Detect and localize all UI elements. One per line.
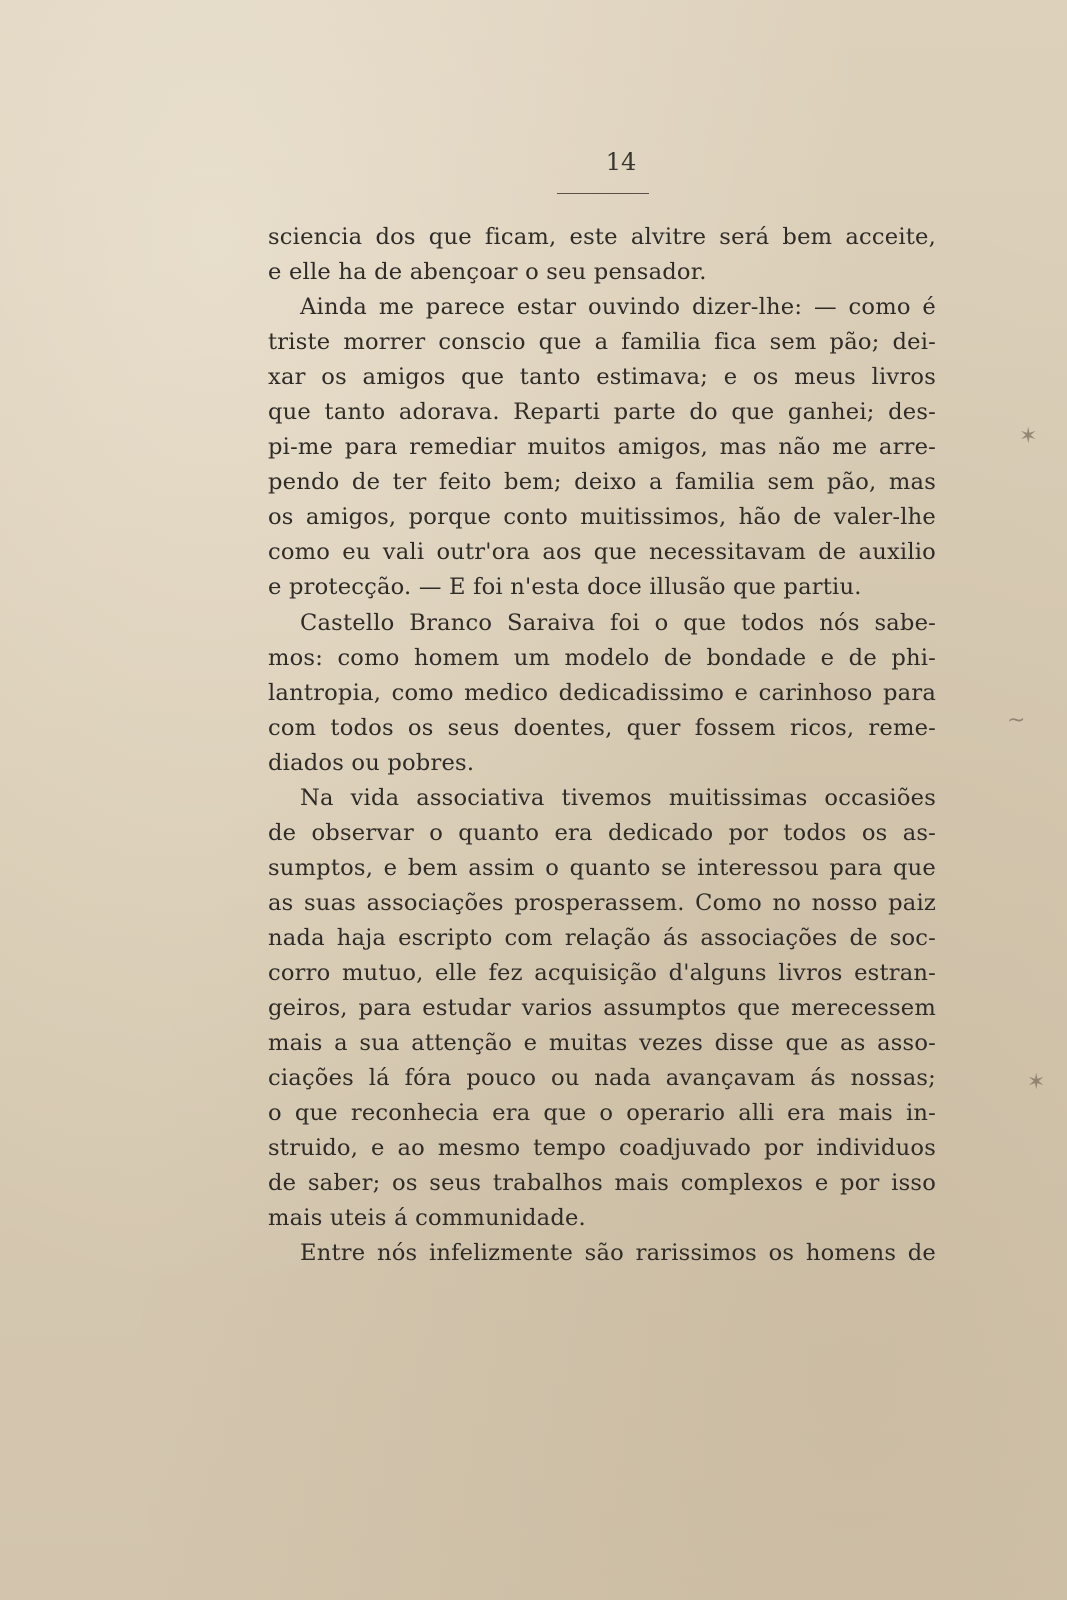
text-line: e elle ha de abençoar o seu pensador. — [268, 259, 707, 286]
text-line: corro mutuo, elle fez acquisição d'alguns livros estran- — [268, 959, 936, 986]
margin-mark-icon: ✶ — [1027, 1070, 1046, 1095]
text-line: o que reconhecia era que o operario alli era mais in- — [268, 1100, 936, 1127]
text-line: de observar o quanto era dedicado por todos os as- — [268, 819, 936, 846]
text-line: as suas associações prosperassem. Como no nosso paiz — [268, 889, 936, 916]
text-line: pendo de ter feito bem; deixo a familia sem pão, mas — [268, 469, 936, 496]
text-line: Castello Branco Saraiva foi o que todos nós sabe- — [300, 609, 936, 636]
text-line: mais uteis á communidade. — [268, 1205, 586, 1232]
text-line: que tanto adorava. Reparti parte do que ganhei; des- — [268, 399, 936, 426]
margin-mark-icon: ~ — [1007, 708, 1026, 733]
margin-specks — [997, 0, 1067, 1600]
text-line: ciações lá fóra pouco ou nada avançavam ás nossas; — [268, 1065, 936, 1092]
text-line: de saber; os seus trabalhos mais complexos e por isso — [268, 1170, 936, 1197]
body-text — [268, 220, 936, 1271]
text-line: sciencia dos que ficam, este alvitre será bem acceite, — [268, 224, 936, 250]
page-number — [0, 148, 1067, 176]
header-rule — [557, 193, 649, 194]
text-line: xar os amigos que tanto estimava; e os meus livros — [268, 364, 936, 391]
text-line: sumptos, e bem assim o quanto se interessou para que — [268, 854, 936, 881]
margin-mark-icon: ✶ — [1019, 424, 1038, 449]
text-line: como eu vali outr'ora aos que necessitavam de auxilio — [268, 539, 936, 566]
page-number-text: 14 — [605, 148, 637, 176]
text-line: lantropia, como medico dedicadissimo e carinhoso para — [268, 679, 936, 706]
text-line: mais a sua attenção e muitas vezes disse que as asso- — [268, 1030, 936, 1057]
text-line: Entre nós infelizmente são rarissimos os homens de — [300, 1240, 936, 1267]
text-line: Na vida associativa tivemos muitissimas occasiões — [300, 784, 936, 811]
text-line: os amigos, porque conto muitissimos, hão de valer-lhe — [268, 504, 936, 531]
text-line: pi-me para remediar muitos amigos, mas não me arre- — [268, 434, 936, 461]
text-line: com todos os seus doentes, quer fossem ricos, reme- — [268, 714, 936, 741]
text-line: triste morrer conscio que a familia fica sem pão; dei- — [268, 329, 936, 356]
text-line: mos: como homem um modelo de bondade e de phi- — [268, 644, 936, 671]
text-line: e protecção. — E foi n'esta doce illusão que partiu. — [268, 574, 862, 601]
text-line: geiros, para estudar varios assumptos que merecessem — [268, 995, 936, 1022]
text-line: struido, e ao mesmo tempo coadjuvado por individuos — [268, 1135, 936, 1162]
text-line: Ainda me parece estar ouvindo dizer-lhe: — como é — [300, 294, 936, 321]
text-line: diados ou pobres. — [268, 749, 475, 776]
text-line: nada haja escripto com relação ás associações de soc- — [268, 924, 936, 951]
